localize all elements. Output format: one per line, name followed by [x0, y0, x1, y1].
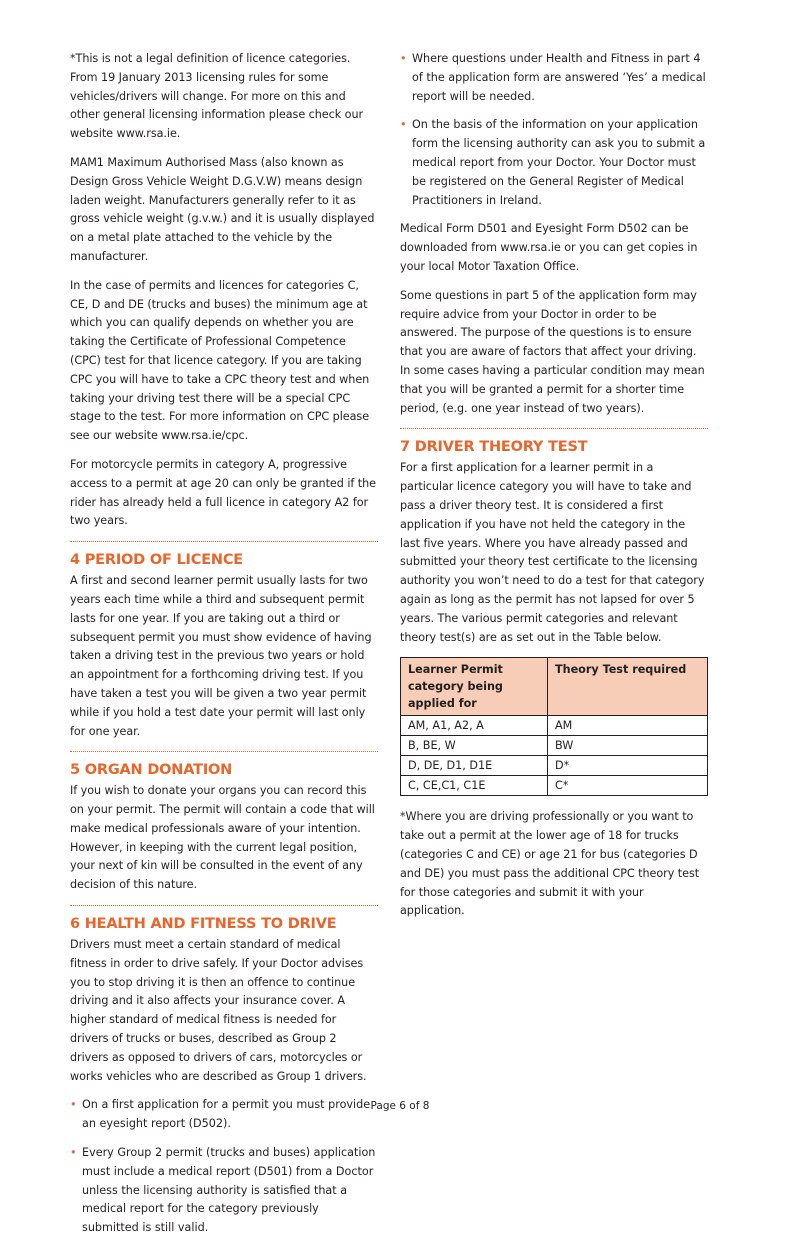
page-number: Page 6 of 8	[370, 1100, 430, 1112]
theory-test-table	[400, 657, 708, 796]
section-heading-health-fitness: 6 HEALTH AND FITNESS TO DRIVE	[70, 916, 337, 933]
licence-categories-note: *This is not a legal definition of licence categories. From 19 January 2013 licensing rules for some vehicles/drivers will change. For more on this and other general licensing information please check our website www.rsa.ie.	[70, 52, 364, 141]
medical-forms-paragraph: Medical Form D501 and Eyesight Form D502 can be downloaded from www.rsa.ie or you can get copies in your local Motor Taxation Office.	[400, 222, 698, 273]
health-fitness-text: Drivers must meet a certain standard of medical fitness in order to drive safely. If your Doctor advises you to stop driving it is then an offence to continue driving and it also affects your insurance cover. A higher standard of medical fitness is needed for drivers of trucks or buses, described as Group 2 drivers as opposed to drivers of cars, motorcycles or works vehicles who are described as Group 1 drivers.	[70, 938, 367, 1083]
medical-bullet-list	[400, 50, 708, 210]
table-row	[401, 756, 708, 776]
period-of-licence-text: A first and second learner permit usually lasts for two years each time while a third and subsequent permit lasts for one year. If you are taking out a third or subsequent permit you must show evidence of having taken a driving test in the previous two years or hold an appointment for a forthcoming driving test. If you have taken a test you will be given a two year permit while if you hold a test date your permit will last only for one year.	[70, 574, 372, 738]
right-column	[400, 50, 708, 931]
health-bullet-list	[70, 1096, 378, 1238]
list-item	[400, 50, 708, 106]
list-item-text: On a first application for a permit you must provide an eyesight report (D502).	[82, 1098, 371, 1131]
table-cell: AM	[548, 716, 708, 736]
table-header-row	[401, 658, 708, 716]
cpc-paragraph: In the case of permits and licences for categories C, CE, D and DE (trucks and buses) the minimum age at which you can qualify depends on whether you are taking the Certificate of Professional Competence (CPC) test for that licence category. If you are taking CPC you will have to take a CPC theory test and when taking your driving test there will be a special CPC stage to the test. For more information on CPC please see our website www.rsa.ie/cpc.	[70, 278, 370, 443]
bullet-icon: •	[70, 1098, 77, 1112]
dotted-divider	[70, 751, 378, 752]
section-heading-organ-donation: 5 ORGAN DONATION	[70, 762, 233, 779]
motorcycle-paragraph: For motorcycle permits in category A, progressive access to a permit at age 20 can only be granted if the rider has already held a full licence in category A2 for two years.	[70, 457, 376, 528]
bullet-icon: •	[400, 118, 407, 132]
table-cell: B, BE, W	[401, 736, 548, 756]
list-item-text: Every Group 2 permit (trucks and buses) application must include a medical report (D501) from a Doctor unless the licensing authority is satisfied that a medical report for the category previously submitted is still valid.	[82, 1146, 376, 1235]
dotted-divider	[70, 905, 378, 906]
table-row	[401, 776, 708, 796]
driver-theory-text: For a first application for a learner permit in a particular licence category you will have to take and pass a driver theory test. It is considered a first application if you have not held the category in the last five years. Where you have already passed and submitted your theory test certificate to the licensing authority you won’t need to do a test for that category again as long as the permit has not lapsed for over 5 years. The various permit categories and relevant theory test(s) are as set out in the Table below.	[400, 461, 705, 644]
cpc-footnote: *Where you are driving professionally or you want to take out a permit at the lower age of 18 for trucks (categories C and CE) or age 21 for bus (categories D and DE) you must pass the additional CPC theory test for those categories and submit it with your application.	[400, 810, 700, 918]
list-item	[400, 116, 708, 210]
table-cell: BW	[548, 736, 708, 756]
bullet-icon: •	[400, 52, 407, 65]
table-header-cell: Learner Permit category being applied for	[401, 658, 548, 716]
list-item-text: Where questions under Health and Fitness in part 4 of the application form are answered ‘Yes’ a medical report will be needed.	[412, 52, 706, 103]
dotted-divider	[70, 541, 378, 542]
section-heading-period-of-licence: 4 PERIOD OF LICENCE	[70, 552, 243, 569]
doctor-advice-paragraph: Some questions in part 5 of the application form may require advice from your Doctor in order to be answered. The purpose of the questions is to ensure that you are aware of factors that affect your driving. In some cases having a particular condition may mean that you will be granted a permit for a shorter time period, (e.g. one year instead of two years).	[400, 288, 705, 415]
list-item	[70, 1144, 378, 1238]
dotted-divider	[400, 428, 708, 429]
table-row	[401, 736, 708, 756]
organ-donation-text: If you wish to donate your organs you can record this on your permit. The permit will contain a code that will make medical professionals aware of your intention. However, in keeping with the current legal position, your next of kin will be consulted in the event of any decision of this nature.	[70, 784, 375, 892]
list-item-text: On the basis of the information on your application form the licensing authority can ask you to submit a medical report from your Doctor. Your Doctor must be registered on the General Register of Medical Practitioners in Ireland.	[412, 118, 706, 207]
table-cell: AM, A1, A2, A	[401, 716, 548, 736]
bullet-icon: •	[70, 1146, 77, 1160]
table-cell: D, DE, D1, D1E	[401, 756, 548, 776]
table-header-cell: Theory Test required	[548, 658, 708, 716]
section-heading-driver-theory-test: 7 DRIVER THEORY TEST	[400, 439, 588, 456]
mam-definition: MAM1 Maximum Authorised Mass (also known as Design Gross Vehicle Weight D.G.V.W) means design laden weight. Manufacturers generally refer to it as gross vehicle weight (g.v.w.) and it is usually displayed on a metal plate attached to the vehicle by the manufacturer.	[70, 155, 375, 263]
table-cell: C*	[548, 776, 708, 796]
left-column	[70, 50, 378, 1248]
table-cell: C, CE,C1, C1E	[401, 776, 548, 796]
table-row	[401, 716, 708, 736]
table-cell: D*	[548, 756, 708, 776]
